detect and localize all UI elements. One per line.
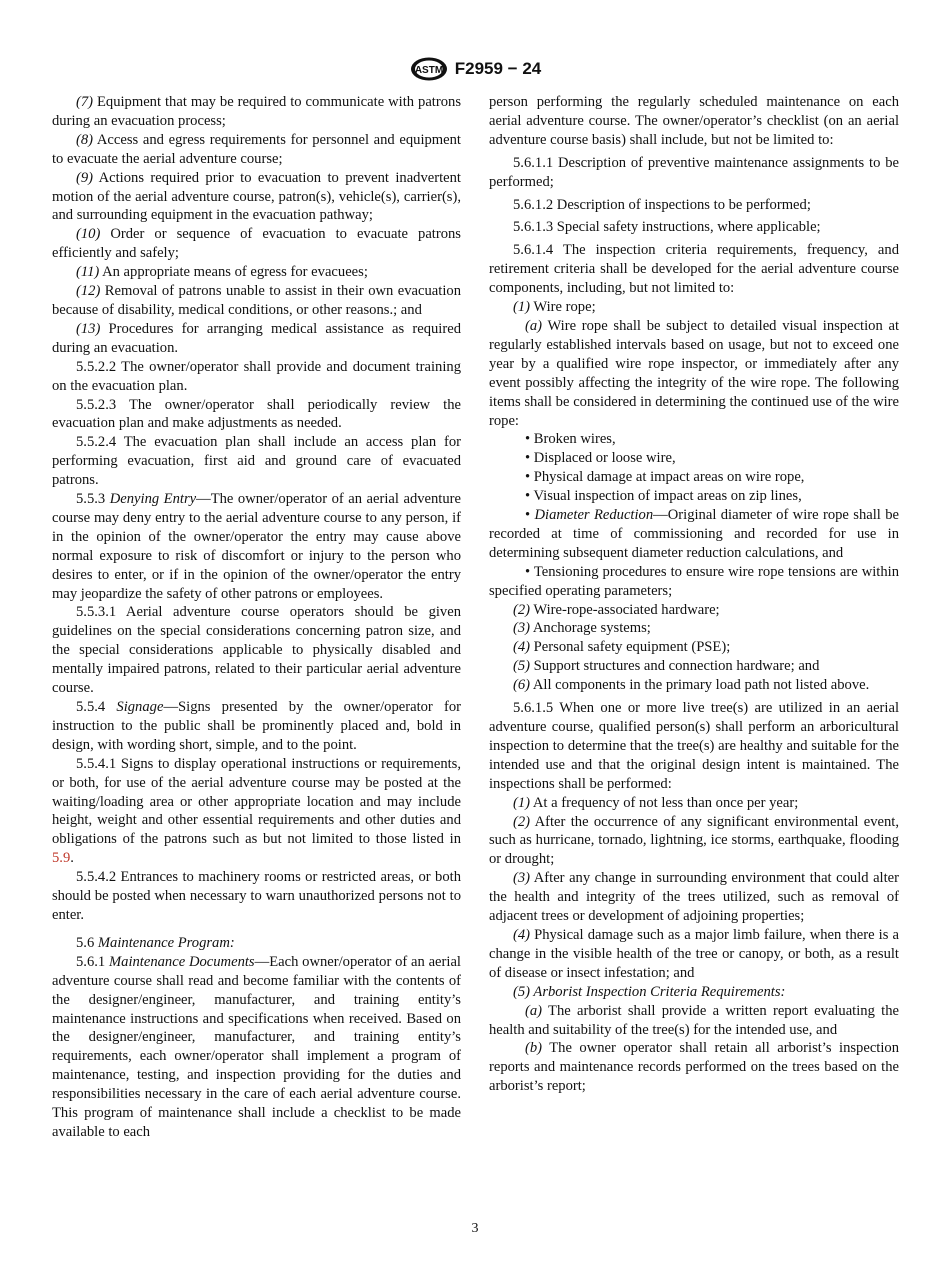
paragraph: 5.5.3.1 Aerial adventure course operators should be given guidelines on the special considerations concerning patron size, and the special considerations applicable to physically disabled and mentally impaired patrons, related to their particular aerial adventure course.	[52, 604, 461, 697]
list-item: (3) After any change in surrounding environment that could alter the health and integrity of the trees utilized, such as removal of adjacent trees or development of adjoining properties;	[489, 870, 899, 925]
list-item: (a) Wire rope shall be subject to detailed visual inspection at regularly established intervals based on usage, but not to exceed one year by a qualified wire rope inspector, or immediately after any event possibly affecting the integrity of the wire rope. The following items shall be considered in determining the continued use of the wire rope:	[489, 317, 899, 429]
list-item: (6) All components in the primary load path not listed above.	[513, 677, 870, 694]
bullet-item: • Diameter Reduction—Original diameter of wire rope shall be recorded at time of commissioning and recorded for use in determining subsequent diameter reduction calculations, and	[489, 507, 899, 561]
list-item: (5) Arborist Inspection Criteria Requirements:	[513, 983, 786, 1000]
bullet-item: • Tensioning procedures to ensure wire rope tensions are within specified operating parameters;	[489, 563, 899, 599]
paragraph: 5.6.1.4 The inspection criteria requirements, frequency, and retirement criteria shall be developed for the aerial adventure course components, including, but not limited to:	[489, 242, 899, 297]
bullet-item: • Broken wires,	[525, 431, 616, 448]
paragraph: 5.5.4.2 Entrances to machinery rooms or restricted areas, or both should be posted when necessary to warn unauthorized persons not to enter.	[52, 869, 461, 923]
standard-code: F2959 − 24	[454, 59, 542, 78]
paragraph: 5.5.3 Denying Entry—The owner/operator of an aerial adventure course may deny entry to the aerial adventure course to any person, if in the opinion of the owner/operator the entry may cause above normal exposure to risk of discomfort or injury to the person who desires to enter, or if in the opinion of the owner/operator the entry may jeopardize the safety of other patrons or employees.	[52, 491, 461, 602]
paragraph: 5.6.1.1 Description of preventive maintenance assignments to be performed;	[489, 154, 899, 190]
bullet-item: • Visual inspection of impact areas on zip lines,	[525, 488, 802, 505]
list-item: (a) The arborist shall provide a written report evaluating the health and suitability of the tree(s) for the intended use, and	[489, 1002, 899, 1038]
paragraph: 5.5.4 Signage—Signs presented by the owner/operator for instruction to the public shall be prominently placed and, bold in design, with wording short, simple, and to the point.	[52, 699, 462, 753]
bullet-item: • Displaced or loose wire,	[525, 450, 676, 467]
paragraph: 5.5.2.3 The owner/operator shall periodically review the evacuation plan and make adjustments as needed.	[52, 396, 461, 432]
paragraph: person performing the regularly scheduled maintenance on each aerial adventure course. The owner/operator’s checklist (on an aerial adventure course basis) shall include, but not be limited to:	[489, 94, 899, 148]
list-item: (4) Physical damage such as a major limb failure, when there is a change in the visible health of the tree or canopy, or both, as a result of disease or insect infestation; and	[489, 926, 899, 981]
right-column	[489, 93, 899, 1096]
paragraph: (7) Equipment that may be required to communicate with patrons during an evacuation process;	[52, 94, 461, 129]
page-header	[0, 56, 950, 84]
paragraph: 5.6.1 Maintenance Documents—Each owner/operator of an aerial adventure course shall read and become familiar with the contents of the designer/engineer, manufacturer, and training entity’s maintenance instructions and specifications when received. Based on the designer/engineer, manufacturer, and training entity’s requirements, each owner/operator shall implement a program of maintenance, testing, and inspection providing for the duties and responsibilities necessary in the care of each aerial adventure course. This program of maintenance shall include a checklist to be made available to each	[52, 953, 461, 1140]
paragraph: (10) Order or sequence of evacuation to evacuate patrons efficiently and safely;	[52, 226, 461, 262]
astm-logo-icon	[409, 56, 449, 82]
paragraph: (12) Removal of patrons unable to assist in their own evacuation because of disability, medical conditions, or other reasons.; and	[52, 283, 461, 318]
svg-text:ASTM: ASTM	[414, 65, 443, 76]
paragraph: (13) Procedures for arranging medical assistance as required during an evacuation.	[52, 320, 461, 356]
paragraph: 5.6.1.5 When one or more live tree(s) are utilized in an aerial adventure course, qualified person(s) shall perform an arboricultural inspection to determine that the tree(s) are healthy and suitable for the intended use and that the original design intent is maintained. The inspections shall be performed:	[489, 700, 899, 792]
section-link[interactable]: 5.9	[52, 850, 71, 867]
paragraph: (11) An appropriate means of egress for evacuees;	[76, 264, 368, 281]
list-item: (2) After the occurrence of any significant environmental event, such as hurricane, tornado, lightning, ice storms, earthquake, flooding or drought;	[489, 813, 899, 868]
bullet-item: • Physical damage at impact areas on wire rope,	[525, 469, 805, 486]
paragraph: (9) Actions required prior to evacuation to prevent inadvertent motion of the aerial adventure course, patron(s), vehicle(s), carrier(s), and surrounding equipment in the evacuation pathway;	[52, 169, 461, 224]
paragraph: 5.6.1.2 Description of inspections to be performed;	[513, 196, 811, 213]
list-item: (1) At a frequency of not less than once per year;	[513, 794, 799, 811]
list-item: (2) Wire-rope-associated hardware;	[513, 601, 720, 618]
left-column	[52, 93, 461, 1142]
paragraph: 5.5.2.2 The owner/operator shall provide and document training on the evacuation plan.	[52, 358, 461, 394]
list-item: (b) The owner operator shall retain all arborist’s inspection reports and maintenance records performed on the trees based on the arborist’s report;	[489, 1040, 899, 1095]
list-item: (4) Personal safety equipment (PSE);	[513, 639, 731, 656]
section-heading: 5.6 Maintenance Program:	[76, 934, 235, 951]
page-number: 3	[471, 1221, 479, 1236]
paragraph: 5.5.4.1 Signs to display operational instructions or requirements, or both, for use of the aerial adventure course may be posted at the waiting/loading area or other appropriate location and may include height, weight and other essential requirements and other duties and obligations of the patrons such as but not limited to those listed in 5.9.	[52, 755, 461, 867]
list-item: (3) Anchorage systems;	[513, 620, 651, 637]
paragraph: (8) Access and egress requirements for personnel and equipment to evacuate the aerial adventure course;	[52, 131, 461, 167]
list-item: (5) Support structures and connection hardware; and	[513, 658, 820, 675]
paragraph: 5.5.2.4 The evacuation plan shall include an access plan for performing evacuation, first aid and ground care of evacuated patrons.	[52, 434, 461, 489]
paragraph: 5.6.1.3 Special safety instructions, where applicable;	[513, 219, 821, 236]
list-item: (1) Wire rope;	[513, 299, 596, 316]
